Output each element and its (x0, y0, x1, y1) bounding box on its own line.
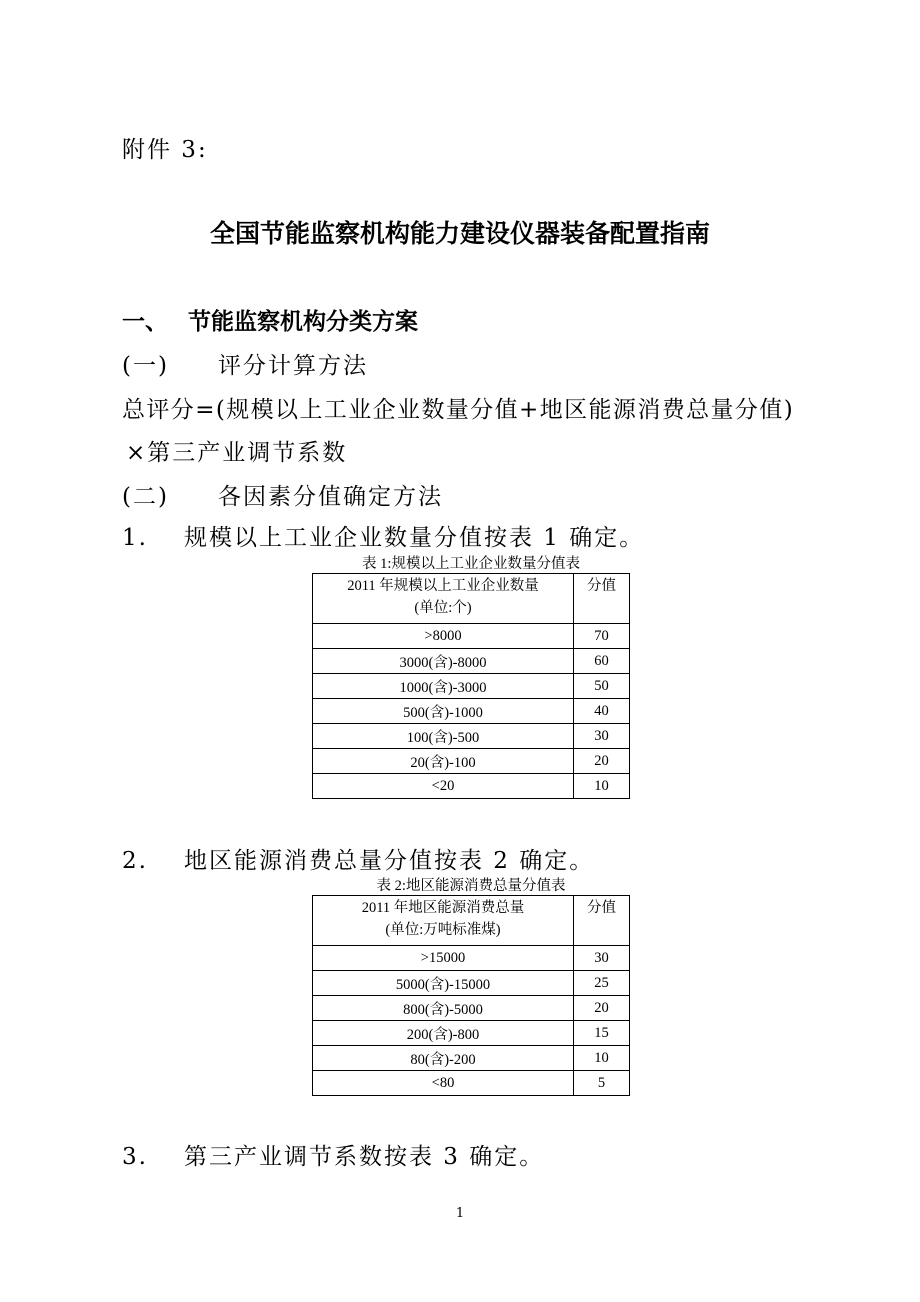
document-title: 全国节能监察机构能力建设仪器装备配置指南 (209, 219, 710, 248)
table-1 (312, 573, 630, 799)
table-2-caption: 表 2:地区能源消费总量分值表 (376, 878, 566, 894)
score-cell: 60 (574, 649, 630, 674)
range-cell: 3000(含)-8000 (313, 649, 574, 674)
subsection-title: 各因素分值确定方法 (218, 484, 443, 510)
formula-line-2: ×第三产业调节系数 (126, 440, 348, 466)
header-score-cell: 分值 (574, 574, 630, 624)
table-row (313, 1021, 630, 1046)
section-number: 一、 (122, 309, 168, 335)
table-row (313, 1071, 630, 1096)
list-number: 3. (122, 1144, 148, 1170)
table-row (313, 624, 630, 649)
range-cell: <20 (313, 774, 574, 799)
score-cell: 5 (574, 1071, 630, 1096)
section-title: 节能监察机构分类方案 (188, 309, 418, 335)
list-text: 地区能源消费总量分值按表 2 确定。 (184, 848, 595, 874)
list-text: 规模以上工业企业数量分值按表 1 确定。 (184, 525, 645, 551)
range-cell: 20(含)-100 (313, 749, 574, 774)
table-2 (312, 895, 630, 1096)
range-cell: >8000 (313, 624, 574, 649)
table-row (313, 946, 630, 971)
table-row (313, 649, 630, 674)
range-cell: 500(含)-1000 (313, 699, 574, 724)
header-line-2: (单位:万吨标准煤) (385, 922, 501, 938)
range-cell: <80 (313, 1071, 574, 1096)
header-line-1: 2011 年规模以上工业企业数量 (347, 578, 539, 594)
header-line-2: (单位:个) (414, 600, 472, 616)
range-cell: >15000 (313, 946, 574, 971)
subsection-heading-1 (122, 347, 368, 380)
table-row (313, 724, 630, 749)
range-cell: 100(含)-500 (313, 724, 574, 749)
score-cell: 20 (574, 996, 630, 1021)
range-cell: 80(含)-200 (313, 1046, 574, 1071)
table-row (313, 674, 630, 699)
list-number: 1. (122, 525, 148, 551)
list-item-1 (122, 519, 644, 552)
score-cell: 25 (574, 971, 630, 996)
table-row (313, 971, 630, 996)
header-range-cell (313, 896, 574, 946)
range-cell: 5000(含)-15000 (313, 971, 574, 996)
subsection-heading-2 (122, 478, 443, 511)
score-cell: 30 (574, 946, 630, 971)
header-score-cell: 分值 (574, 896, 630, 946)
table-header-row (313, 574, 630, 624)
page-number: 1 (455, 1206, 465, 1221)
section-heading-1 (122, 303, 418, 336)
table-1-caption: 表 1:规模以上工业企业数量分值表 (362, 556, 580, 572)
list-text: 第三产业调节系数按表 3 确定。 (184, 1144, 545, 1170)
score-cell: 40 (574, 699, 630, 724)
score-cell: 30 (574, 724, 630, 749)
score-cell: 15 (574, 1021, 630, 1046)
header-range-cell (313, 574, 574, 624)
table-row (313, 699, 630, 724)
table-row (313, 749, 630, 774)
header-line-1: 2011 年地区能源消费总量 (361, 900, 525, 916)
formula-line-1: 总评分=(规模以上工业企业数量分值+地区能源消费总量分值) (122, 397, 795, 423)
score-cell: 70 (574, 624, 630, 649)
score-cell: 50 (574, 674, 630, 699)
list-item-2 (122, 842, 594, 875)
attachment-label: 附件 3: (122, 137, 208, 163)
list-item-3 (122, 1138, 544, 1171)
subsection-title: 评分计算方法 (218, 353, 368, 379)
score-cell: 10 (574, 774, 630, 799)
range-cell: 200(含)-800 (313, 1021, 574, 1046)
range-cell: 1000(含)-3000 (313, 674, 574, 699)
subsection-number: (二) (122, 484, 169, 510)
subsection-number: (一) (122, 353, 169, 379)
list-number: 2. (122, 848, 148, 874)
table-header-row (313, 896, 630, 946)
score-cell: 20 (574, 749, 630, 774)
table-row (313, 996, 630, 1021)
range-cell: 800(含)-5000 (313, 996, 574, 1021)
table-row (313, 1046, 630, 1071)
table-row (313, 774, 630, 799)
score-cell: 10 (574, 1046, 630, 1071)
